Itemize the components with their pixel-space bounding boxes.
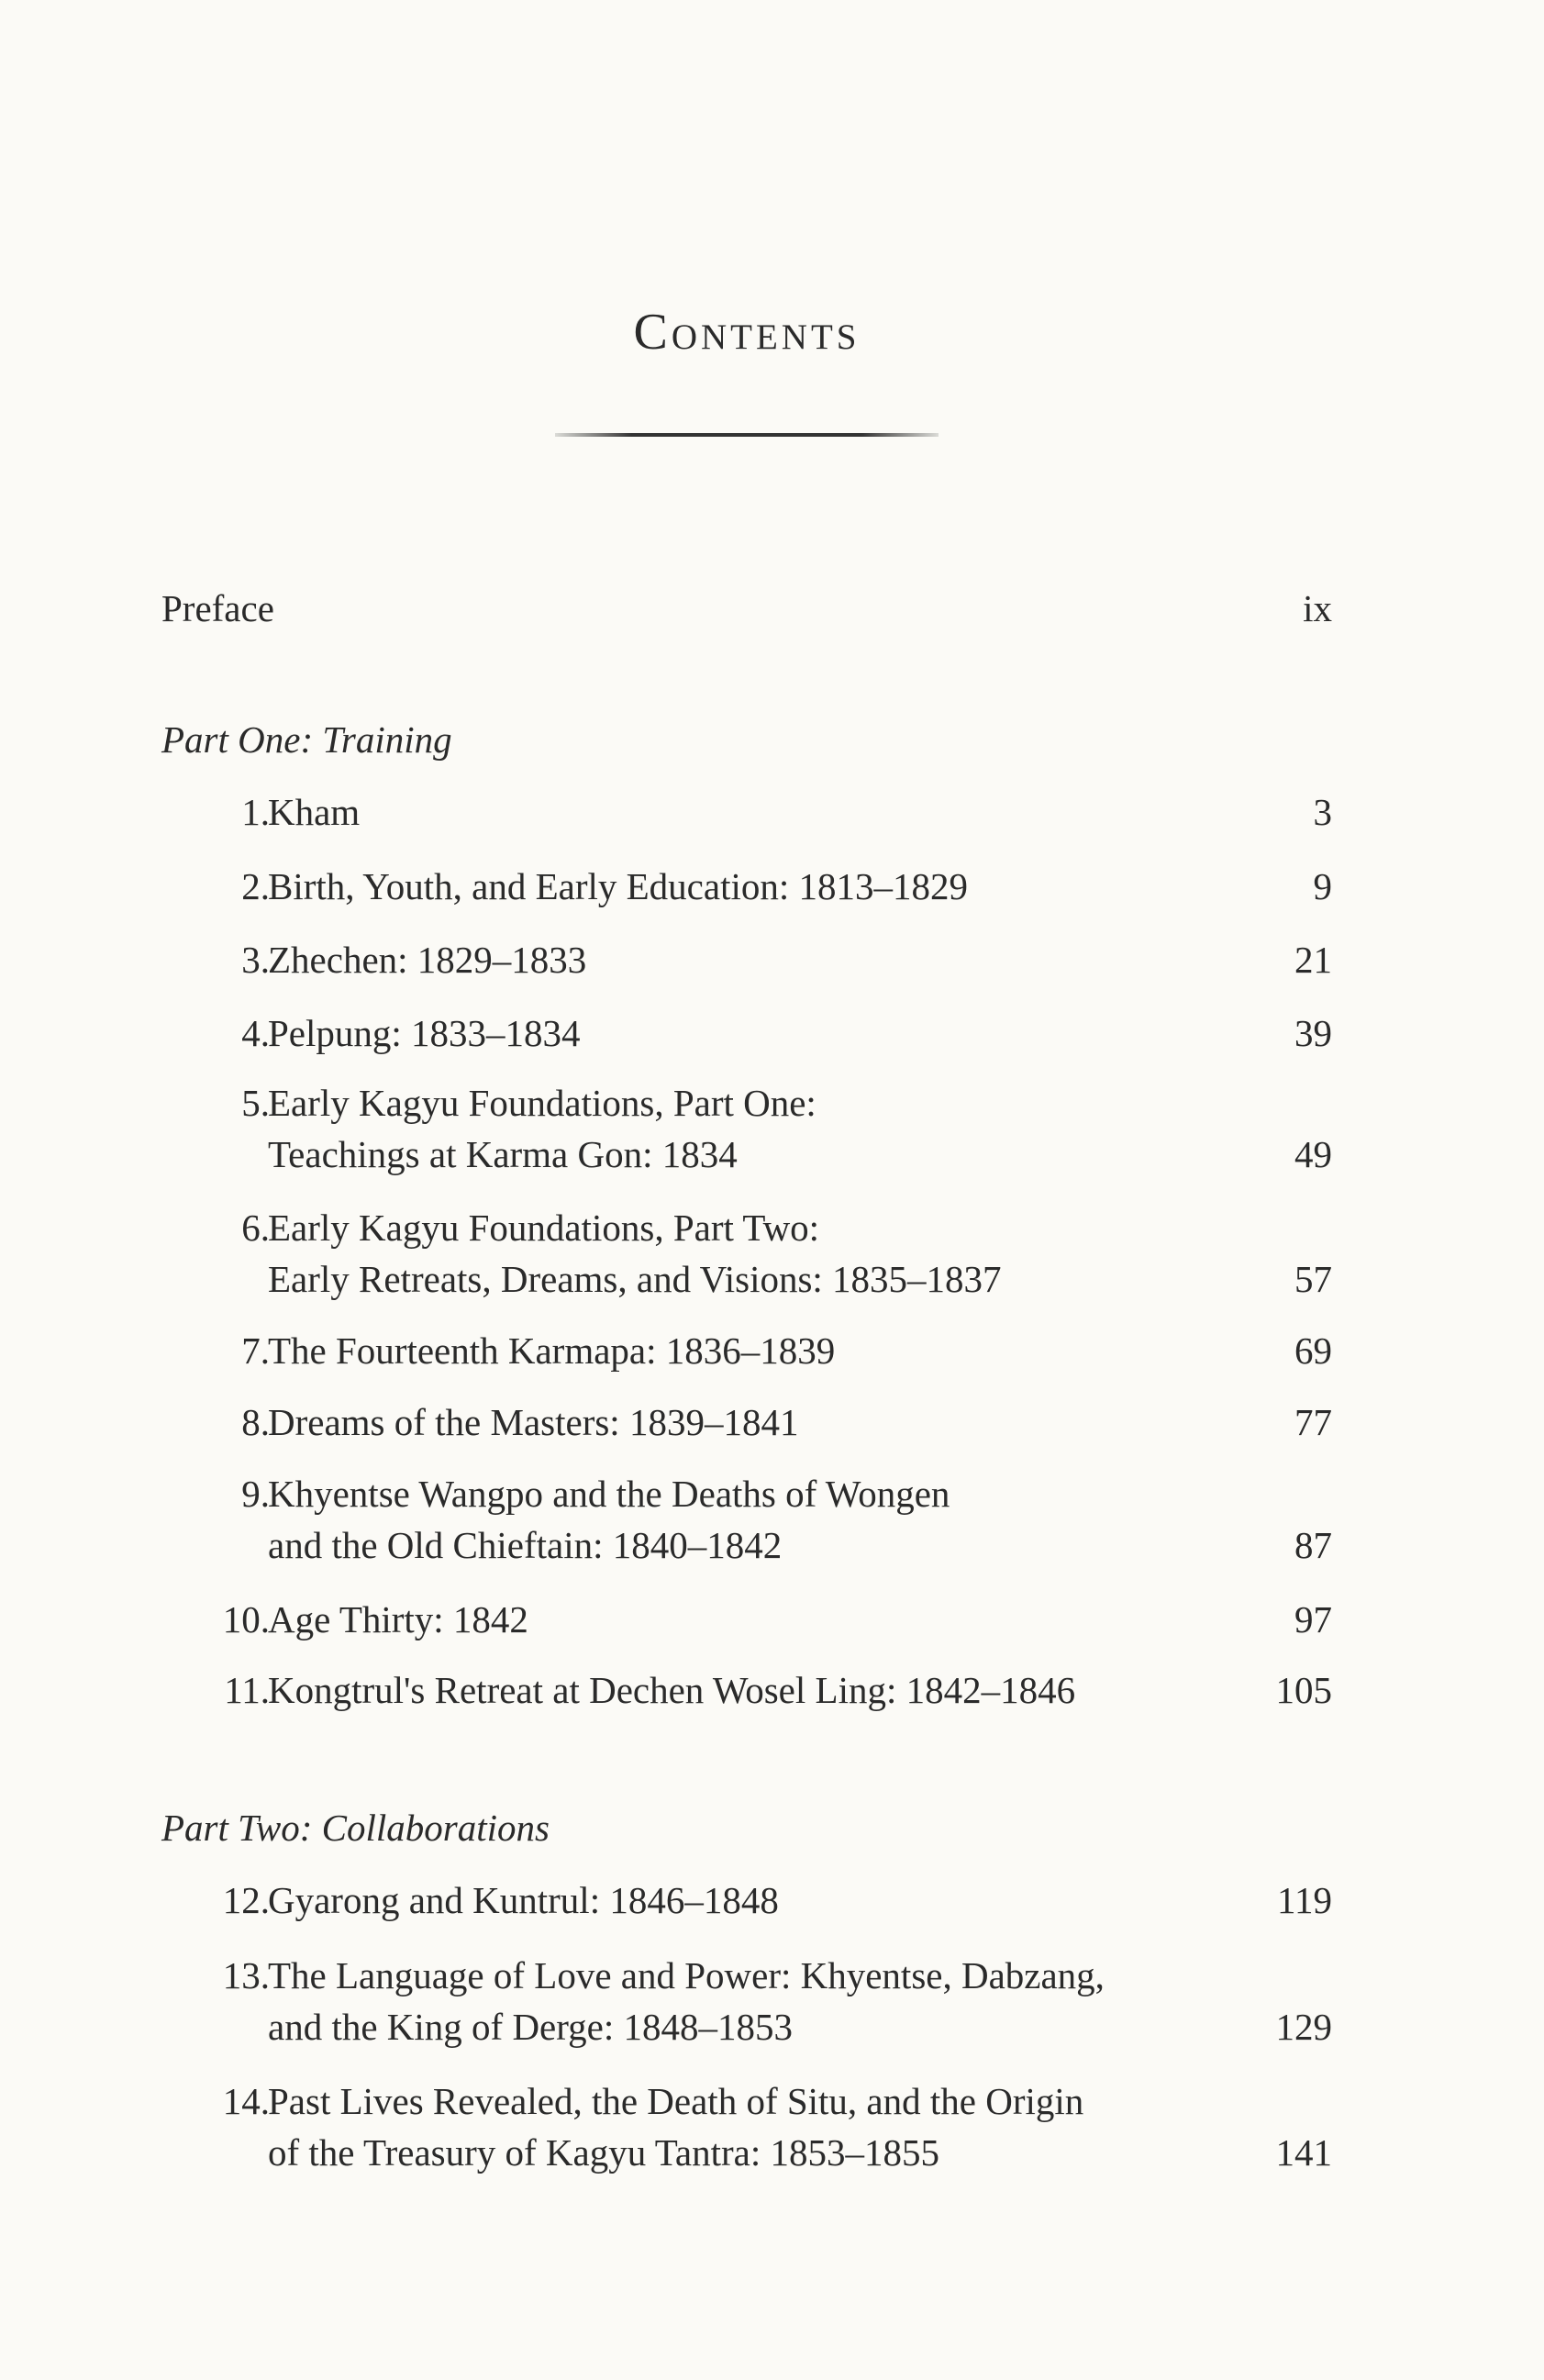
chapter-number: 9.: [241, 1473, 270, 1515]
chapter-number: 8.: [241, 1401, 270, 1443]
chapter-number: 2.: [241, 865, 270, 907]
page-title: Contents: [633, 304, 861, 361]
entry-page-number: ix: [1303, 587, 1332, 629]
entry-title: Kongtrul's Retreat at Dechen Wosel Ling: 1842–1846: [268, 1669, 1076, 1711]
title-divider: [555, 433, 939, 437]
chapter-number: 6.: [241, 1207, 270, 1249]
entry-page-number: 141: [1275, 2131, 1332, 2174]
entry-title: Age Thirty: 1842: [268, 1598, 528, 1640]
part-heading: Part Two: Collaborations: [161, 1807, 550, 1849]
entry-title-continued: and the Old Chieftain: 1840–1842: [268, 1524, 783, 1566]
entry-page-number: 77: [1294, 1401, 1332, 1443]
chapter-number: 11.: [224, 1669, 270, 1711]
chapter-number: 7.: [241, 1329, 270, 1372]
chapter-number: 3.: [241, 939, 270, 981]
entry-title: Early Kagyu Foundations, Part Two:: [268, 1207, 820, 1249]
entry-page-number: 21: [1294, 939, 1332, 981]
entry-page-number: 57: [1294, 1258, 1332, 1300]
entry-title-continued: of the Treasury of Kagyu Tantra: 1853–1855: [268, 2131, 939, 2174]
entry-title: Khyentse Wangpo and the Deaths of Wongen: [268, 1473, 950, 1515]
chapter-number: 12.: [222, 1879, 270, 1921]
entry-title: The Fourteenth Karmapa: 1836–1839: [268, 1329, 836, 1372]
entry-title: Zhechen: 1829–1833: [268, 939, 587, 981]
entry-title: Early Kagyu Foundations, Part One:: [268, 1082, 816, 1124]
entry-title: Dreams of the Masters: 1839–1841: [268, 1401, 799, 1443]
entry-title: Preface: [161, 587, 274, 629]
entry-title-continued: Early Retreats, Dreams, and Visions: 1835–1837: [268, 1258, 1002, 1300]
entry-page-number: 39: [1294, 1012, 1332, 1054]
entry-title: Gyarong and Kuntrul: 1846–1848: [268, 1879, 779, 1921]
entry-title-continued: and the King of Derge: 1848–1853: [268, 2006, 793, 2048]
chapter-number: 4.: [241, 1012, 270, 1054]
entry-title: Past Lives Revealed, the Death of Situ, and the Origin: [268, 2080, 1084, 2122]
entry-page-number: 49: [1294, 1133, 1332, 1175]
entry-page-number: 9: [1313, 865, 1332, 907]
entry-title: Kham: [268, 791, 361, 833]
entry-page-number: 105: [1275, 1669, 1332, 1711]
chapter-number: 10.: [222, 1598, 270, 1640]
entry-title: The Language of Love and Power: Khyentse, Dabzang,: [268, 1954, 1105, 1996]
chapter-number: 5.: [241, 1082, 270, 1124]
entry-title-continued: Teachings at Karma Gon: 1834: [268, 1133, 738, 1175]
entry-page-number: 119: [1277, 1879, 1332, 1921]
entry-title: Birth, Youth, and Early Education: 1813–1829: [268, 865, 969, 907]
chapter-number: 14.: [222, 2080, 270, 2122]
entry-page-number: 129: [1275, 2006, 1332, 2048]
chapter-number: 1.: [241, 791, 270, 833]
part-heading: Part One: Training: [161, 718, 452, 761]
entry-page-number: 3: [1313, 791, 1332, 833]
chapter-number: 13.: [222, 1954, 270, 1996]
entry-page-number: 69: [1294, 1329, 1332, 1372]
entry-page-number: 97: [1294, 1598, 1332, 1640]
entry-page-number: 87: [1294, 1524, 1332, 1566]
entry-title: Pelpung: 1833–1834: [268, 1012, 581, 1054]
